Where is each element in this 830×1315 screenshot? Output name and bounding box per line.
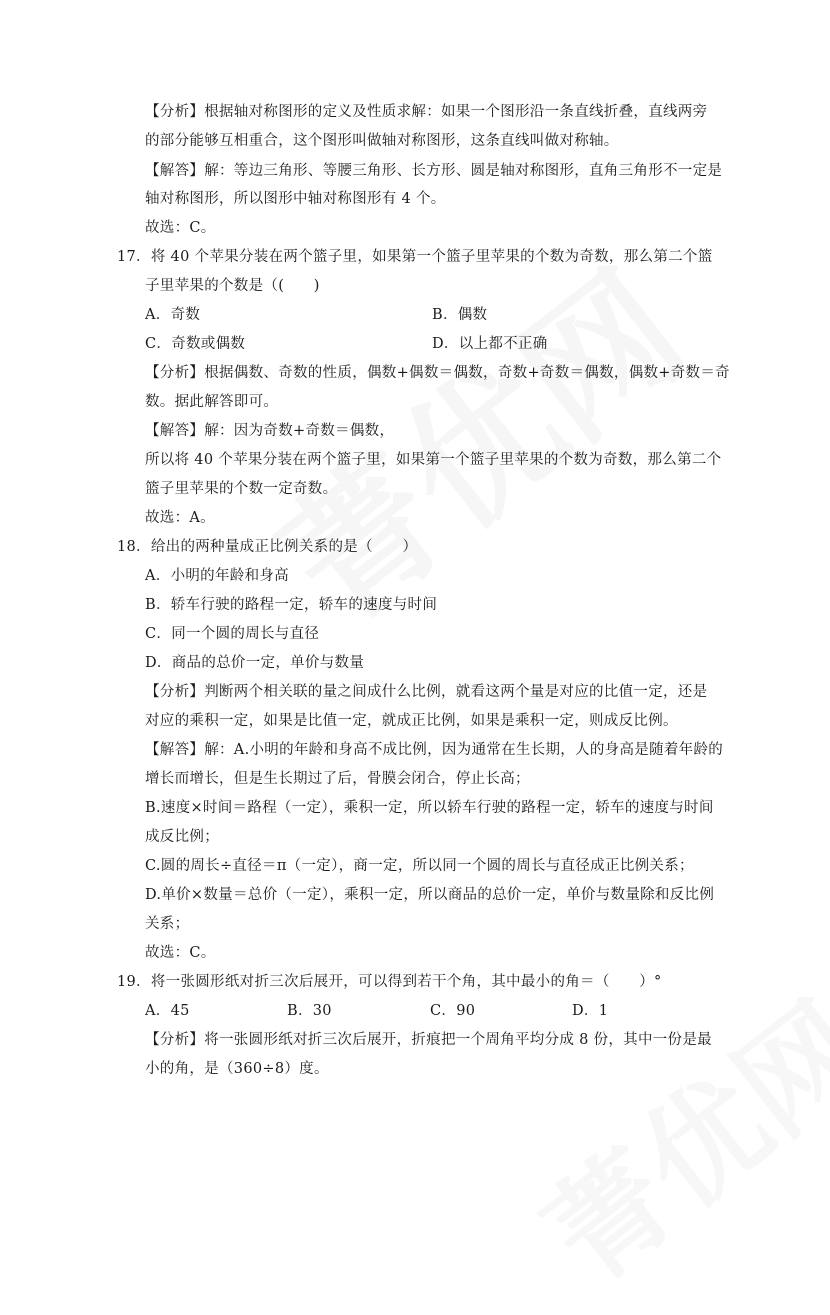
answer-17-line-3: 篮子里苹果的个数一定奇数。	[145, 481, 338, 497]
option-18-a: A．小明的年龄和身高	[145, 568, 289, 584]
answer-18-line-2: 增长而增长，但是生长期过了后，骨膜会闭合，停止长高；	[145, 771, 530, 787]
question-17-line-2: 子里苹果的个数是（( )	[145, 278, 320, 294]
option-19-a: A．45	[145, 1003, 190, 1019]
question-18: 18．给出的两种量成正比例关系的是（ ）	[117, 539, 418, 555]
analysis-17-line-2: 数。据此解答即可。	[145, 394, 279, 410]
question-17-line-1: 17．将 40 个苹果分装在两个篮子里，如果第一个篮子里苹果的个数为奇数，那么第二个篮	[117, 249, 713, 265]
answer-18-line-1: 【解答】解：A.小明的年龄和身高不成比例，因为通常在生长期，人的身高是随着年龄的	[145, 742, 724, 758]
answer-18-line-7: 关系；	[145, 916, 190, 932]
answer-16-line-1: 【解答】解：等边三角形、等腰三角形、长方形、圆是轴对称图形，直角三角形不一定是	[145, 163, 723, 179]
analysis-18-line-1: 【分析】判断两个相关联的量之间成什么比例，就看这两个量是对应的比值一定，还是	[145, 684, 708, 700]
option-17-c: C．奇数或偶数	[145, 336, 246, 352]
option-19-c: C．90	[430, 1003, 476, 1019]
answer-17-line-2: 所以将 40 个苹果分装在两个篮子里，如果第一个篮子里苹果的个数为奇数，那么第二个	[145, 452, 722, 468]
answer-18-line-6: D.单价×数量＝总价（一定），乘积一定，所以商品的总价一定，单价与数量除和反比例	[145, 887, 715, 903]
analysis-17-line-1: 【分析】根据偶数、奇数的性质，偶数+偶数＝偶数，奇数+奇数＝偶数，偶数+奇数＝奇	[145, 365, 730, 381]
choice-16: 故选：C。	[145, 220, 216, 236]
answer-18-line-5: C.圆的周长÷直径＝π（一定），商一定，所以同一个圆的周长与直径成正比例关系；	[145, 858, 694, 874]
option-17-b: B．偶数	[432, 307, 488, 323]
answer-16-line-2: 轴对称图形，所以图形中轴对称图形有 4 个。	[145, 191, 446, 207]
watermark-2	[505, 957, 830, 1314]
option-19-d: D．1	[572, 1003, 609, 1019]
option-19-b: B．30	[287, 1003, 332, 1019]
analysis-16-line-1: 【分析】根据轴对称图形的定义及性质求解：如果一个图形沿一条直线折叠，直线两旁	[145, 104, 708, 120]
choice-18: 故选：C。	[145, 945, 216, 961]
analysis-18-line-2: 对应的乘积一定，如果是比值一定，就成正比例，如果是乘积一定，则成反比例。	[145, 713, 678, 729]
analysis-19-line-2: 小的角，是（360÷8）度。	[145, 1061, 329, 1077]
answer-18-line-4: 成反比例；	[145, 829, 219, 845]
analysis-19-line-1: 【分析】将一张圆形纸对折三次后展开，折痕把一个周角平均分成 8 份，其中一份是最	[145, 1032, 712, 1048]
analysis-16-line-2: 的部分能够互相重合，这个图形叫做轴对称图形，这条直线叫做对称轴。	[145, 133, 619, 149]
choice-17: 故选：A。	[145, 510, 215, 526]
question-19: 19．将一张圆形纸对折三次后展开，可以得到若干个角，其中最小的角＝（ ）°	[117, 974, 662, 990]
answer-18-line-3: B.速度×时间＝路程（一定），乘积一定，所以轿车行驶的路程一定，轿车的速度与时间	[145, 800, 714, 816]
option-18-b: B．轿车行驶的路程一定，轿车的速度与时间	[145, 597, 438, 613]
option-18-c: C．同一个圆的周长与直径	[145, 626, 320, 642]
option-17-a: A．奇数	[145, 307, 201, 323]
option-18-d: D．商品的总价一定，单价与数量	[145, 655, 365, 671]
answer-17-line-1: 【解答】解：因为奇数+奇数＝偶数，	[145, 423, 395, 439]
option-17-d: D．以上都不正确	[432, 336, 548, 352]
